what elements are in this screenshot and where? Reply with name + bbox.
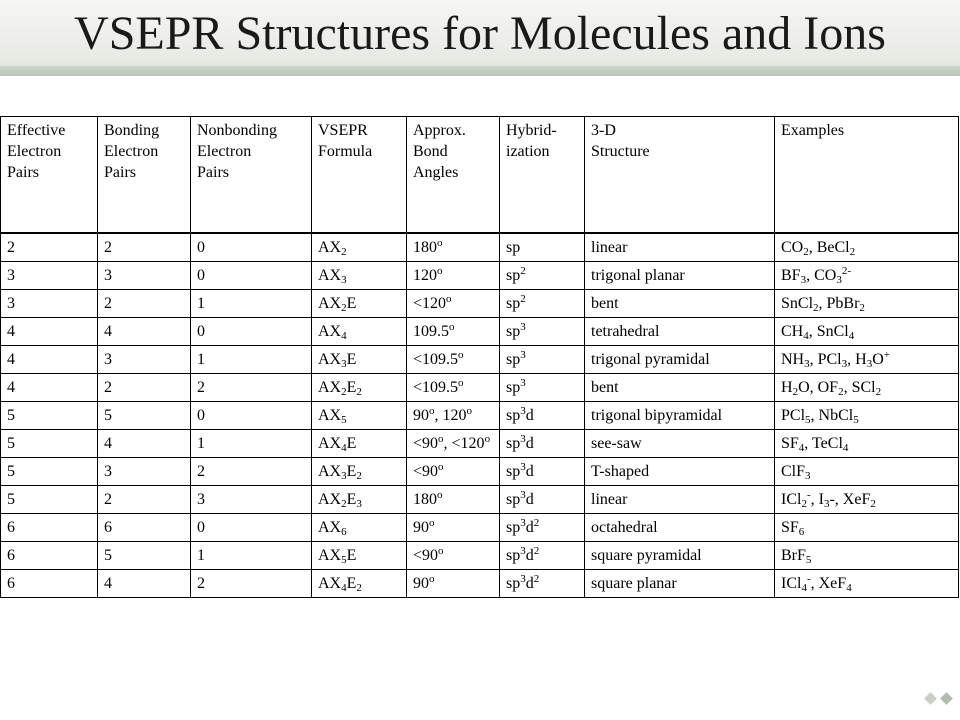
table-row <box>1 486 959 514</box>
cell-effective-pairs: 4 <box>1 374 98 402</box>
cell-bond-angles: $<90^o$, $<120^o$ <box>407 430 500 458</box>
cell-3d-structure: tetrahedral <box>585 318 775 346</box>
cell-bond-angles: $<109.5^o$ <box>407 374 500 402</box>
cell-bonding-pairs: 5 <box>98 402 191 430</box>
cell-hybridization: $sp^3d^2$ <box>500 542 585 570</box>
header-bond-angles: Approx. Bond Angles <box>407 117 500 234</box>
cell-examples: ICl$_4$-, XeF$_4$ <box>775 570 959 598</box>
decorative-diamond-icon <box>924 692 937 705</box>
cell-examples: $SF_4$, TeCl$_4$ <box>775 430 959 458</box>
cell-nonbonding-pairs: 1 <box>191 542 312 570</box>
cell-vsepr-formula: $AX_2E_2$ <box>312 374 407 402</box>
cell-3d-structure: trigonal planar <box>585 262 775 290</box>
cell-hybridization: $sp^3d^2$ <box>500 514 585 542</box>
cell-bonding-pairs: 3 <box>98 346 191 374</box>
cell-3d-structure: see-saw <box>585 430 775 458</box>
cell-bond-angles: 90$^o$ <box>407 514 500 542</box>
cell-hybridization: $sp^3d$ <box>500 458 585 486</box>
table-row <box>1 542 959 570</box>
cell-bonding-pairs: 5 <box>98 542 191 570</box>
cell-vsepr-formula: $AX_3E$ <box>312 346 407 374</box>
cell-effective-pairs: 3 <box>1 290 98 318</box>
cell-hybridization: $sp^3$ <box>500 318 585 346</box>
cell-examples: $NH_3$, PCl$_3$, $H_3O^+$ <box>775 346 959 374</box>
cell-bond-angles: 120$^o$ <box>407 262 500 290</box>
cell-examples: BrF$_5$ <box>775 542 959 570</box>
cell-3d-structure: linear <box>585 486 775 514</box>
cell-examples: $H_2O$, $OF_2$, SCl$_2$ <box>775 374 959 402</box>
cell-bond-angles: 90$^o$ <box>407 570 500 598</box>
table-row <box>1 458 959 486</box>
cell-bonding-pairs: 4 <box>98 570 191 598</box>
cell-vsepr-formula: $AX_4E_2$ <box>312 570 407 598</box>
cell-bond-angles: 180$^o$ <box>407 486 500 514</box>
cell-bond-angles: $<120^o$ <box>407 290 500 318</box>
cell-effective-pairs: 2 <box>1 233 98 262</box>
table-row <box>1 233 959 262</box>
decorative-diamond-icon <box>940 692 953 705</box>
cell-bond-angles: 90$^o$, 120$^o$ <box>407 402 500 430</box>
header-examples: Examples <box>775 117 959 234</box>
cell-nonbonding-pairs: 2 <box>191 570 312 598</box>
cell-hybridization: $sp^3$ <box>500 374 585 402</box>
cell-examples: ICl$_2$-, $I_3-$, XeF$_2$ <box>775 486 959 514</box>
header-vsepr-formula: VSEPR Formula <box>312 117 407 234</box>
cell-examples: SnCl$_2$, PbBr$_2$ <box>775 290 959 318</box>
cell-effective-pairs: 6 <box>1 542 98 570</box>
cell-examples: $BF_3$, $CO_3^{2-}$ <box>775 262 959 290</box>
cell-vsepr-formula: $AX_5E$ <box>312 542 407 570</box>
vsepr-table <box>0 116 959 598</box>
cell-hybridization: $sp^2$ <box>500 290 585 318</box>
accent-bar <box>0 66 960 76</box>
cell-effective-pairs: 5 <box>1 458 98 486</box>
table-row <box>1 430 959 458</box>
table-row <box>1 514 959 542</box>
cell-vsepr-formula: $AX_2E$ <box>312 290 407 318</box>
cell-bonding-pairs: 2 <box>98 486 191 514</box>
table-row <box>1 570 959 598</box>
cell-effective-pairs: 5 <box>1 486 98 514</box>
cell-bond-angles: 109.5$^o$ <box>407 318 500 346</box>
cell-hybridization: sp <box>500 233 585 262</box>
cell-examples: ClF$_3$ <box>775 458 959 486</box>
cell-vsepr-formula: $AX_2$ <box>312 233 407 262</box>
cell-hybridization: $sp^3d$ <box>500 430 585 458</box>
cell-hybridization: $sp^3d$ <box>500 486 585 514</box>
cell-3d-structure: octahedral <box>585 514 775 542</box>
cell-nonbonding-pairs: 0 <box>191 233 312 262</box>
cell-effective-pairs: 6 <box>1 570 98 598</box>
cell-hybridization: $sp^3$ <box>500 346 585 374</box>
cell-nonbonding-pairs: 1 <box>191 290 312 318</box>
cell-nonbonding-pairs: 3 <box>191 486 312 514</box>
header-3d-structure: 3-D Structure <box>585 117 775 234</box>
cell-nonbonding-pairs: 0 <box>191 402 312 430</box>
cell-nonbonding-pairs: 1 <box>191 346 312 374</box>
cell-examples: $CH_4$, SnCl$_4$ <box>775 318 959 346</box>
cell-hybridization: $sp^3d$ <box>500 402 585 430</box>
cell-examples: $CO_2$, BeCl$_2$ <box>775 233 959 262</box>
cell-vsepr-formula: $AX_5$ <box>312 402 407 430</box>
table-row <box>1 262 959 290</box>
cell-vsepr-formula: $AX_4$ <box>312 318 407 346</box>
header-bonding-electron-pairs: Bonding Electron Pairs <box>98 117 191 234</box>
cell-bonding-pairs: 2 <box>98 290 191 318</box>
table-row <box>1 346 959 374</box>
cell-nonbonding-pairs: 2 <box>191 374 312 402</box>
cell-bonding-pairs: 4 <box>98 318 191 346</box>
cell-nonbonding-pairs: 0 <box>191 262 312 290</box>
cell-hybridization: $sp^3d^2$ <box>500 570 585 598</box>
table-row <box>1 290 959 318</box>
cell-effective-pairs: 4 <box>1 318 98 346</box>
table-row <box>1 318 959 346</box>
cell-bond-angles: 180$^o$ <box>407 233 500 262</box>
cell-3d-structure: trigonal bipyramidal <box>585 402 775 430</box>
cell-vsepr-formula: $AX_2E_3$ <box>312 486 407 514</box>
cell-nonbonding-pairs: 0 <box>191 514 312 542</box>
cell-effective-pairs: 3 <box>1 262 98 290</box>
cell-nonbonding-pairs: 2 <box>191 458 312 486</box>
page-title: VSEPR Structures for Molecules and Ions <box>74 7 886 60</box>
cell-3d-structure: T-shaped <box>585 458 775 486</box>
cell-bond-angles: $<90^o$ <box>407 458 500 486</box>
cell-bond-angles: $<109.5^o$ <box>407 346 500 374</box>
table-header-row <box>1 117 959 234</box>
cell-3d-structure: square pyramidal <box>585 542 775 570</box>
cell-bonding-pairs: 3 <box>98 458 191 486</box>
cell-3d-structure: linear <box>585 233 775 262</box>
cell-hybridization: $sp^2$ <box>500 262 585 290</box>
cell-bonding-pairs: 4 <box>98 430 191 458</box>
cell-3d-structure: bent <box>585 374 775 402</box>
cell-bonding-pairs: 2 <box>98 233 191 262</box>
cell-vsepr-formula: $AX_4E$ <box>312 430 407 458</box>
cell-effective-pairs: 6 <box>1 514 98 542</box>
cell-3d-structure: bent <box>585 290 775 318</box>
cell-vsepr-formula: $AX_3E_2$ <box>312 458 407 486</box>
cell-effective-pairs: 5 <box>1 402 98 430</box>
cell-bonding-pairs: 6 <box>98 514 191 542</box>
cell-bond-angles: $<90^o$ <box>407 542 500 570</box>
cell-3d-structure: square planar <box>585 570 775 598</box>
header-hybridization: Hybrid- ization <box>500 117 585 234</box>
cell-effective-pairs: 4 <box>1 346 98 374</box>
cell-nonbonding-pairs: 1 <box>191 430 312 458</box>
header-effective-electron-pairs: Effective Electron Pairs <box>1 117 98 234</box>
cell-nonbonding-pairs: 0 <box>191 318 312 346</box>
table-row <box>1 374 959 402</box>
cell-vsepr-formula: $AX_6$ <box>312 514 407 542</box>
cell-examples: $SF_6$ <box>775 514 959 542</box>
header-nonbonding-electron-pairs: Nonbonding Electron Pairs <box>191 117 312 234</box>
cell-bonding-pairs: 3 <box>98 262 191 290</box>
cell-examples: PCl$_5$, NbCl$_5$ <box>775 402 959 430</box>
table-body <box>1 233 959 598</box>
table-row <box>1 402 959 430</box>
cell-vsepr-formula: $AX_3$ <box>312 262 407 290</box>
cell-bonding-pairs: 2 <box>98 374 191 402</box>
cell-effective-pairs: 5 <box>1 430 98 458</box>
cell-3d-structure: trigonal pyramidal <box>585 346 775 374</box>
